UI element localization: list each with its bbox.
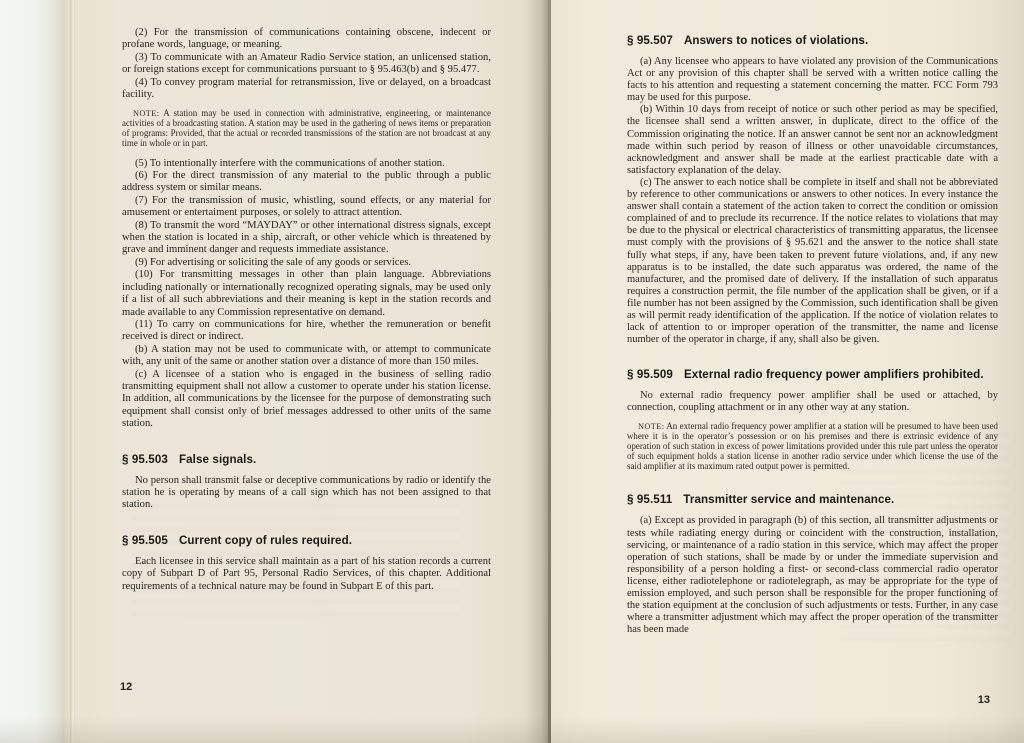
body-paragraph: (c) The answer to each notice shall be complete in itself and shall not be abbreviated by reference to other communications or answers to other notices. In every instance the answer shall contain a statement of the action taken to correct the condition or omission complained of and to preclude its recurrence. If the notice relates to violations that may be due to the physical or electrical characteristics of transmitting apparatus, the licensee must comply with the provisions of § 95.621 and the answer to the notice shall state fully what steps, if any, have been taken to prevent future violations, and, if any new apparatus is to be installed, the date such apparatus was ordered, the name of the manufacturer, and the promised date of delivery. If the installation of such apparatus requires a construction permit, the file number of the application shall be given, or if a file number has not been assigned by the Commission, such identification shall be given as will permit ready identification of the application. If the notice of violation relates to lack of attention to or improper operation of the transmitter, the name and license number of the operator in charge, if any, shall also be given. (627, 176, 998, 346)
note-paragraph (627, 422, 998, 471)
section-heading-95-511 (627, 493, 998, 506)
note-text: A station may be used in connection with administrative, engineering, or maintenance activities of a broadcasting station. A station may be used in the gathering of news items or preparation of programs: Provided, that the actual or recorded transmissions of the station are not broadcast at any time in whole or in part. (122, 108, 491, 148)
section-number: § 95.511 (627, 493, 673, 507)
section-heading-95-509 (627, 368, 998, 381)
section-title: False signals. (178, 452, 257, 466)
section-title: External radio frequency power amplifiers prohibited. (683, 368, 984, 382)
section-title: Current copy of rules required. (178, 533, 353, 547)
body-paragraph: (9) For advertising or soliciting the sale of any goods or services. (135, 256, 411, 268)
body-paragraph: (6) For the direct transmission of any material to the public through a public address system or similar means. (122, 170, 491, 194)
body-paragraph: Each licensee in this service shall maintain as a part of his station records a current copy of Subpart D of Part 95, Personal Radio Services, of this chapter. Additional requirements of a technical nature may be found in Subpart E of this part. (122, 555, 491, 592)
body-paragraph: (11) To carry on communications for hire, whether the remuneration or benefit received is direct or indirect. (122, 318, 491, 343)
section-number: § 95.509 (627, 368, 673, 382)
section-number: § 95.505 (122, 533, 168, 547)
body-paragraph: (8) To transmit the word “MAYDAY” or other international distress signals, except when the station is located in a ship, aircraft, or other vehicle which is threatened by grave and imminent danger and requests immediate assistance. (122, 219, 491, 256)
body-paragraph: (5) To intentionally interfere with the communications of another station. (135, 157, 445, 169)
body-paragraph: No person shall transmit false or deceptive communications by radio or identify the station he is operating by means of a call sign which has not been assigned to that station. (122, 474, 491, 511)
section-heading-95-505 (122, 534, 491, 547)
note-label: NOTE: (638, 422, 665, 432)
body-paragraph: (a) Except as provided in paragraph (b) of this section, all transmitter adjustments or tests while radiating energy during or coincident with the construction, installation, servicing, or maintenance of a radio station in this service, which may affect the proper operation of such stations, shall be made by or under the immediate supervision and responsibility of a person holding a first- or second-class commercial radio operator license, either radiotelephone or radiotelegraph, as may be appropriate for the type of emission employed, and such person shall be responsible for the proper functioning of the station equipment at the conclusion of such adjustments or tests. Further, in any case where a transmitter adjustment which may affect the proper operation of the transmitter has been made (627, 515, 998, 636)
book-gutter-shadow (526, 0, 548, 743)
page-number-right: 13 (977, 694, 990, 706)
body-paragraph: (c) A licensee of a station who is engaged in the business of selling radio transmitting equipment shall not allow a customer to operate under his station license. In addition, all communications by the licensee for the purpose of demonstrating such equipment shall consist only of brief messages addressed to other units of the same station. (122, 368, 491, 430)
section-number: § 95.503 (122, 452, 168, 466)
body-paragraph: (3) To communicate with an Amateur Radio Service station, an unlicensed station, or foreign stations except for communications pursuant to § 95.463(b) and § 95.477. (122, 51, 491, 76)
body-paragraph: (b) Within 10 days from receipt of notice or such other period as may be specified, the licensee shall send a written answer, in duplicate, direct to the office of the Commission originating the notice. If an answer cannot be sent nor an acknowledgment made within such period by reason of illness or other unavoidable circumstances, acknowledgment and answer shall be made at the earliest practicable date with a satisfactory explanation of the delay. (627, 104, 998, 176)
body-paragraph: (10) For transmitting messages in other than plain language. Abbreviations including nationally or internationally recognized operating signals, may be used only if a list of all such abbreviations and their meaning is kept in the station records and made available to any Commission representative on demand. (122, 269, 491, 318)
note-label: NOTE: (133, 109, 160, 119)
right-page (551, 0, 1024, 743)
note-paragraph (122, 109, 491, 148)
section-heading-95-503 (122, 453, 491, 466)
underlying-page-edge (0, 0, 64, 743)
section-number: § 95.507 (627, 34, 673, 47)
body-paragraph: (2) For the transmission of communications containing obscene, indecent or profane words, language, or meaning. (122, 27, 491, 51)
body-paragraph: (4) To convey program material for retransmission, live or delayed, on a broadcast facility. (122, 76, 491, 101)
section-title: Answers to notices of violations. (683, 34, 869, 47)
section-heading-95-507 (627, 34, 998, 47)
left-page (62, 0, 549, 743)
note-text: An external radio frequency power amplifier at a station will be presumed to have been used where it is in the operator’s possession or on his premises and there is extrinsic evidence of any operation of such station in excess of power limitations provided under this rule part unless the operator of such equipment holds a station license in another radio service under which license the use of the said amplifier at its maximum rated output power is permitted. (627, 421, 998, 471)
page-number-left: 12 (120, 681, 133, 693)
body-paragraph: No external radio frequency power amplifier shall be used or attached, by connection, coupling attachment or in any other way at any station. (627, 390, 998, 414)
body-paragraph: (a) Any licensee who appears to have violated any provision of the Communications Act or any provision of this chapter shall be served with a written notice calling the facts to his attention and requesting a statement concerning the matter. FCC Form 793 may be used for this purpose. (627, 56, 998, 104)
body-paragraph: (7) For the transmission of music, whistling, sound effects, or any material for amusement or entertaiment purposes, or solely to attract attention. (122, 194, 491, 219)
body-paragraph: (b) A station may not be used to communicate with, or attempt to communicate with, any unit of the same or another station over a distance of more than 150 miles. (122, 343, 491, 368)
section-title: Transmitter service and maintenance. (683, 493, 895, 507)
